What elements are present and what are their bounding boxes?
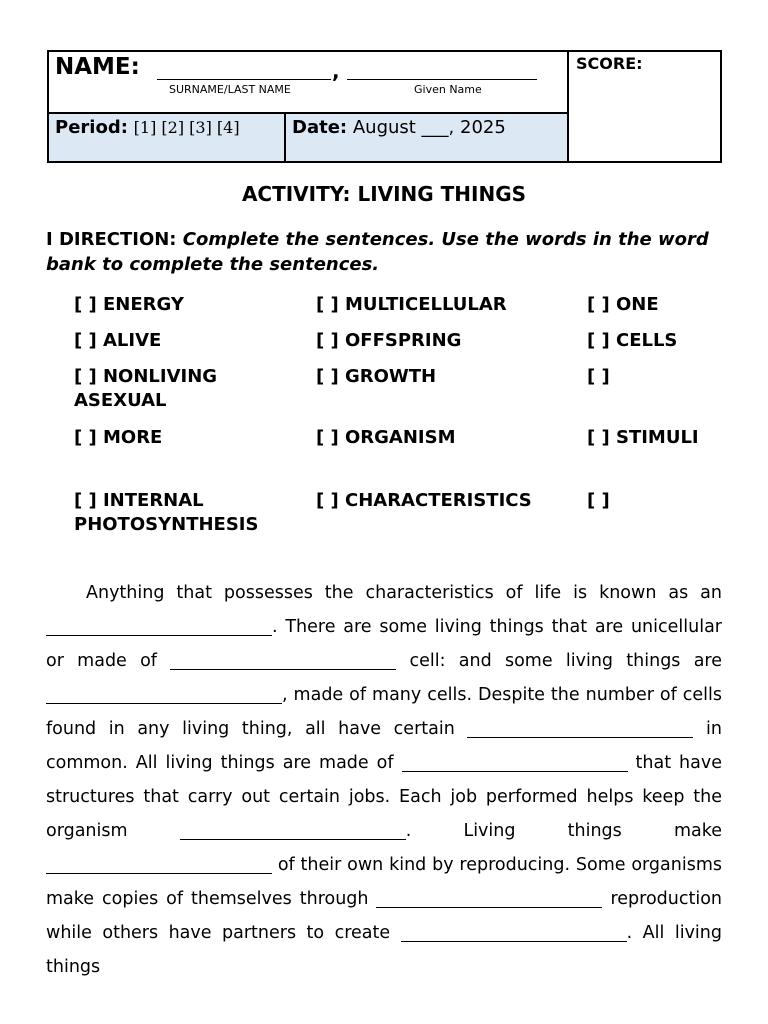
- word-bank-item-organism[interactable]: [ ] ORGANISM: [316, 427, 456, 448]
- answer-blank[interactable]: [401, 921, 627, 942]
- score-label: SCORE:: [576, 54, 643, 73]
- period-label: Period:: [55, 117, 128, 138]
- word-bank-item-photosynthesis-box[interactable]: [ ]: [587, 490, 610, 511]
- name-label: NAME:: [55, 54, 140, 80]
- word-bank-item-nonliving[interactable]: [ ] NONLIVING: [74, 366, 218, 387]
- text-segment: reproduction while others have partners to create: [46, 889, 723, 943]
- text-segment: of their own kind by reproducing. Some organisms make copies of themselves through: [46, 855, 722, 909]
- text-segment: Anything that possesses the characteristics of life is known as an: [86, 583, 722, 603]
- word-bank-item-more[interactable]: [ ] MORE: [74, 427, 163, 448]
- word-bank-item-asexual: ASEXUAL: [74, 390, 167, 411]
- answer-blank[interactable]: [467, 717, 693, 738]
- answer-blank[interactable]: [402, 751, 628, 772]
- score-cell: [569, 52, 720, 161]
- surname-caption: SURNAME/LAST NAME: [169, 83, 291, 96]
- word-bank-item-multicellular[interactable]: [ ] MULTICELLULAR: [316, 294, 507, 315]
- text-segment: in common. All living things are made of: [46, 719, 722, 773]
- date-cell: [286, 114, 569, 161]
- period-field: [55, 117, 280, 139]
- date-label: Date:: [292, 117, 348, 138]
- word-bank-item-stimuli[interactable]: [ ] STIMULI: [587, 427, 699, 448]
- direction-text: [46, 227, 726, 277]
- date-field: [292, 117, 506, 138]
- word-bank-item-cells[interactable]: [ ] CELLS: [587, 330, 678, 351]
- answer-blank[interactable]: [46, 853, 272, 874]
- given-name-blank[interactable]: [347, 79, 537, 80]
- word-bank-item-offspring[interactable]: [ ] OFFSPRING: [316, 330, 462, 351]
- period-options[interactable]: [1] [2] [3] [4]: [133, 118, 240, 137]
- text-segment: . All living things: [46, 923, 722, 977]
- word-bank-item-growth[interactable]: [ ] GROWTH: [316, 366, 437, 387]
- text-segment: . Living things make: [405, 821, 722, 841]
- activity-title: ACTIVITY: LIVING THINGS: [241, 182, 527, 206]
- word-bank-item-photosynthesis: PHOTOSYNTHESIS: [74, 514, 259, 535]
- answer-blank[interactable]: [376, 887, 602, 908]
- answer-blank[interactable]: [46, 615, 272, 636]
- word-bank-item-characteristics[interactable]: [ ] CHARACTERISTICS: [316, 490, 532, 511]
- word-bank-item-energy[interactable]: [ ] ENERGY: [74, 294, 184, 315]
- paragraph-text: [46, 576, 722, 984]
- answer-blank[interactable]: [170, 649, 396, 670]
- text-segment: that have structures that carry out certain jobs. Each job performed helps keep the organism: [46, 753, 722, 841]
- surname-blank[interactable]: [157, 79, 331, 80]
- direction-instructions: Complete the sentences. Use the words in the word bank to complete the sentences.: [46, 229, 709, 275]
- word-bank-item-internal[interactable]: [ ] INTERNAL: [74, 490, 204, 511]
- period-cell: [49, 114, 286, 161]
- fill-in-paragraph: [46, 576, 722, 984]
- header-table: [47, 50, 722, 163]
- text-segment: . There are some living things that are unicellular or made of: [46, 617, 722, 671]
- direction-label: I DIRECTION:: [46, 229, 177, 250]
- name-comma: ,: [332, 59, 340, 83]
- name-cell: [49, 52, 569, 114]
- given-name-caption: Given Name: [414, 83, 482, 96]
- text-segment: cell: and some living things are: [396, 651, 722, 671]
- text-segment: , made of many cells. Despite the number of cells found in any living thing, all have certain: [46, 685, 722, 739]
- answer-blank[interactable]: [180, 819, 406, 840]
- date-value[interactable]: August ___, 2025: [352, 117, 506, 138]
- answer-blank[interactable]: [46, 683, 282, 704]
- word-bank-item-alive[interactable]: [ ] ALIVE: [74, 330, 162, 351]
- word-bank-item-asexual-box[interactable]: [ ]: [587, 366, 610, 387]
- word-bank-item-one[interactable]: [ ] ONE: [587, 294, 659, 315]
